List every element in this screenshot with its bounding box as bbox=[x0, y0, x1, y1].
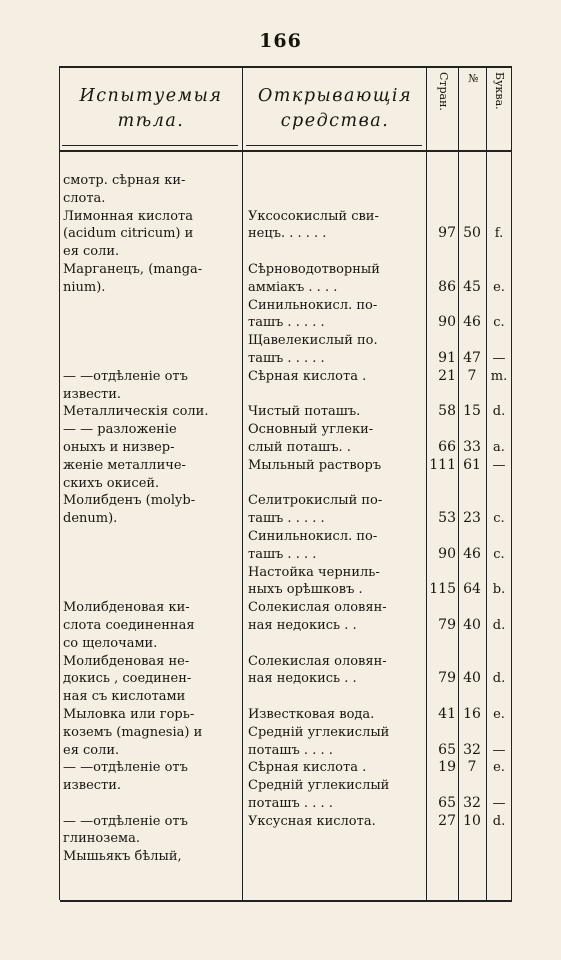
table-body bbox=[0, 172, 561, 866]
page-cell: 86 bbox=[438, 278, 456, 295]
number-cell: 32 bbox=[463, 741, 481, 758]
reagent-cell: Сѣрноводотворный bbox=[248, 261, 380, 277]
number-cell: 40 bbox=[463, 670, 481, 687]
table-row bbox=[0, 759, 561, 777]
table-row bbox=[0, 492, 561, 510]
letter-cell: e. bbox=[493, 706, 505, 722]
tested-body-cell: слота. bbox=[63, 190, 106, 206]
letter-cell: d. bbox=[492, 671, 506, 687]
tested-body-cell: коземъ (magnesia) и bbox=[63, 724, 203, 740]
tested-body-cell: Мышьякъ бѣлый, bbox=[63, 849, 182, 865]
table-row bbox=[0, 225, 561, 243]
reagent-cell: Средній углекислый bbox=[248, 778, 390, 794]
reagent-cell: Синильнокисл. по- bbox=[248, 297, 378, 313]
number-cell: 40 bbox=[463, 616, 481, 633]
letter-cell: c. bbox=[493, 546, 505, 562]
table-row bbox=[0, 724, 561, 742]
table-row bbox=[0, 172, 561, 190]
reagent-cell: Мыльный растворъ bbox=[248, 457, 382, 473]
header-line: Открывающія bbox=[257, 86, 413, 106]
table-row bbox=[0, 350, 561, 368]
reagent-cell: поташъ . . . . bbox=[248, 795, 333, 811]
table-row bbox=[0, 297, 561, 315]
table-row bbox=[0, 208, 561, 226]
header-line: Испытуемыя bbox=[79, 86, 223, 106]
reagent-cell: Солекислая оловян- bbox=[248, 653, 387, 669]
tested-body-cell: извести. bbox=[63, 386, 122, 402]
tested-body-cell: nium). bbox=[63, 279, 106, 295]
table-row bbox=[0, 635, 561, 653]
tested-body-cell: Металлическія соли. bbox=[63, 404, 209, 420]
page-cell: 41 bbox=[438, 705, 456, 722]
reagent-cell: Известковая вода. bbox=[248, 706, 375, 722]
tested-body-cell: — —отдѣленіе отъ bbox=[63, 813, 188, 829]
page-cell: 66 bbox=[438, 438, 456, 455]
tested-body-cell: Лимонная кислота bbox=[63, 208, 193, 224]
table-row bbox=[0, 475, 561, 493]
tested-body-cell: ея соли. bbox=[63, 244, 120, 260]
number-cell: 47 bbox=[463, 349, 481, 366]
page-cell: 65 bbox=[438, 741, 456, 758]
page-cell: 79 bbox=[438, 670, 456, 687]
reagent-cell: ная недокись . . bbox=[248, 617, 357, 633]
table-row bbox=[0, 279, 561, 297]
letter-cell: c. bbox=[493, 511, 505, 527]
page-number: 166 bbox=[259, 30, 302, 52]
table-row bbox=[0, 439, 561, 457]
tested-body-cell: Марганецъ, (manga- bbox=[63, 261, 203, 277]
reagent-cell: Синильнокисл. по- bbox=[248, 528, 378, 544]
reagent-cell: Сѣрная кислота . bbox=[248, 368, 367, 384]
page-cell: 21 bbox=[438, 367, 456, 384]
table-row bbox=[0, 403, 561, 421]
tested-body-cell: (acidum citricum) и bbox=[63, 226, 194, 242]
tested-body-cell: Молибденовая ки- bbox=[63, 600, 190, 616]
table-row bbox=[0, 795, 561, 813]
letter-cell: c. bbox=[493, 315, 505, 331]
table-row bbox=[0, 706, 561, 724]
letter-cell: a. bbox=[493, 439, 505, 455]
tested-body-cell: скихъ окисей. bbox=[63, 475, 160, 491]
page-cell: 97 bbox=[438, 225, 456, 242]
letter-cell: m. bbox=[490, 368, 508, 384]
reagent-cell: ташъ . . . . . bbox=[248, 511, 325, 527]
table-row bbox=[0, 332, 561, 350]
number-cell: 15 bbox=[463, 403, 481, 420]
letter-cell: e. bbox=[493, 760, 505, 776]
page-cell: 19 bbox=[438, 759, 456, 776]
table-row bbox=[0, 617, 561, 635]
reagent-cell: аммiакъ . . . . bbox=[248, 279, 338, 295]
reagent-cell: Солекислая оловян- bbox=[248, 600, 387, 616]
letter-cell: — bbox=[492, 457, 506, 473]
reagent-cell: ная недокись . . bbox=[248, 671, 357, 687]
header-tested-bodies bbox=[62, 84, 240, 134]
tested-body-cell: — —отдѣленіе отъ bbox=[63, 368, 188, 384]
number-cell: 46 bbox=[463, 545, 481, 562]
tested-body-cell: оныхъ и низвер- bbox=[63, 439, 175, 455]
table-row bbox=[0, 457, 561, 475]
number-cell: 10 bbox=[463, 812, 481, 829]
table-row bbox=[0, 243, 561, 261]
table-row bbox=[0, 386, 561, 404]
table-row bbox=[0, 261, 561, 279]
reagent-cell: Основный углеки- bbox=[248, 422, 374, 438]
reagent-cell: Селитрокислый по- bbox=[248, 493, 383, 509]
tested-body-cell: ея соли. bbox=[63, 742, 120, 758]
page-cell: 79 bbox=[438, 616, 456, 633]
header-line: тѣла. bbox=[117, 111, 185, 131]
table-row bbox=[0, 742, 561, 760]
tested-body-cell: глинозема. bbox=[63, 831, 141, 847]
table-row bbox=[0, 688, 561, 706]
page-cell: 115 bbox=[429, 581, 456, 598]
tested-body-cell: Мыловка или горь- bbox=[63, 706, 195, 722]
table-row bbox=[0, 190, 561, 208]
tested-body-cell: — —отдѣленіе отъ bbox=[63, 760, 188, 776]
table-row bbox=[0, 510, 561, 528]
letter-cell: e. bbox=[493, 279, 505, 295]
table-row bbox=[0, 581, 561, 599]
reagent-cell: Средній углекислый bbox=[248, 724, 390, 740]
number-cell: 7 bbox=[467, 367, 477, 384]
page-cell: 111 bbox=[429, 456, 456, 473]
table-row bbox=[0, 546, 561, 564]
table-row bbox=[0, 599, 561, 617]
table-row bbox=[0, 314, 561, 332]
letter-cell: f. bbox=[494, 226, 504, 242]
letter-cell: — bbox=[492, 795, 506, 811]
number-cell: 16 bbox=[463, 705, 481, 722]
number-cell: 46 bbox=[463, 314, 481, 331]
number-cell: 64 bbox=[463, 581, 481, 598]
page-cell: 27 bbox=[438, 812, 456, 829]
table-row bbox=[0, 670, 561, 688]
page-cell: 90 bbox=[438, 545, 456, 562]
tested-body-cell: Молибденовая не- bbox=[63, 653, 190, 669]
reagent-cell: ныхъ орѣшковъ . bbox=[248, 582, 363, 598]
tested-body-cell: denum). bbox=[63, 511, 118, 527]
tested-body-cell: извести. bbox=[63, 778, 122, 794]
letter-cell: — bbox=[492, 742, 506, 758]
reagent-cell: Щавелекислый по. bbox=[248, 333, 378, 349]
header-number: № bbox=[467, 72, 480, 85]
page-cell: 91 bbox=[438, 349, 456, 366]
number-cell: 23 bbox=[463, 510, 481, 527]
letter-cell: d. bbox=[492, 813, 506, 829]
letter-cell: — bbox=[492, 350, 506, 366]
tested-body-cell: — — разложеніе bbox=[63, 422, 177, 438]
page-cell: 65 bbox=[438, 794, 456, 811]
reagent-cell: ташъ . . . . . bbox=[248, 350, 325, 366]
tested-body-cell: ная съ кислотами bbox=[63, 689, 186, 705]
number-cell: 7 bbox=[467, 759, 477, 776]
letter-cell: d. bbox=[492, 617, 506, 633]
header-page: Стран. bbox=[437, 72, 450, 111]
page-cell: 53 bbox=[438, 510, 456, 527]
number-cell: 33 bbox=[463, 438, 481, 455]
table-row bbox=[0, 848, 561, 866]
header-subrule bbox=[62, 145, 238, 146]
table-row bbox=[0, 528, 561, 546]
tested-body-cell: докись , соединен- bbox=[63, 671, 192, 687]
table-row bbox=[0, 813, 561, 831]
header-reagents bbox=[245, 84, 425, 134]
header-line: средства. bbox=[280, 111, 390, 131]
tested-body-cell: Молибденъ (molyb- bbox=[63, 493, 196, 509]
table-row bbox=[0, 421, 561, 439]
table-row bbox=[0, 368, 561, 386]
header-rule bbox=[60, 150, 512, 152]
tested-body-cell: слота соединенная bbox=[63, 617, 195, 633]
page-cell: 90 bbox=[438, 314, 456, 331]
tested-body-cell: со щелочами. bbox=[63, 635, 158, 651]
header-subrule bbox=[246, 145, 422, 146]
header-letter: Буква. bbox=[493, 72, 506, 110]
table-row bbox=[0, 777, 561, 795]
table-row bbox=[0, 830, 561, 848]
table-row bbox=[0, 564, 561, 582]
reagent-cell: Уксосокислый сви- bbox=[248, 208, 379, 224]
tested-body-cell: смотр. сѣрная ки- bbox=[63, 173, 186, 188]
letter-cell: d. bbox=[492, 404, 506, 420]
reagent-cell: Чистый поташъ. bbox=[248, 404, 361, 420]
reagent-cell: ташъ . . . . . bbox=[248, 315, 325, 331]
reagent-cell: слый поташъ. . bbox=[248, 439, 351, 455]
tested-body-cell: женіе металличе- bbox=[63, 457, 186, 473]
reagent-cell: Настойка черниль- bbox=[248, 564, 380, 580]
number-cell: 45 bbox=[463, 278, 481, 295]
reagent-cell: ташъ . . . . bbox=[248, 546, 317, 562]
table-row bbox=[0, 653, 561, 671]
page-cell: 58 bbox=[438, 403, 456, 420]
number-cell: 61 bbox=[463, 456, 481, 473]
reagent-cell: Уксусная кислота. bbox=[248, 813, 376, 829]
letter-cell: b. bbox=[492, 582, 506, 598]
number-cell: 50 bbox=[463, 225, 481, 242]
reagent-cell: нецъ. . . . . . bbox=[248, 226, 327, 242]
number-cell: 32 bbox=[463, 794, 481, 811]
reagent-cell: Сѣрная кислота . bbox=[248, 760, 367, 776]
reagent-cell: поташъ . . . . bbox=[248, 742, 333, 758]
